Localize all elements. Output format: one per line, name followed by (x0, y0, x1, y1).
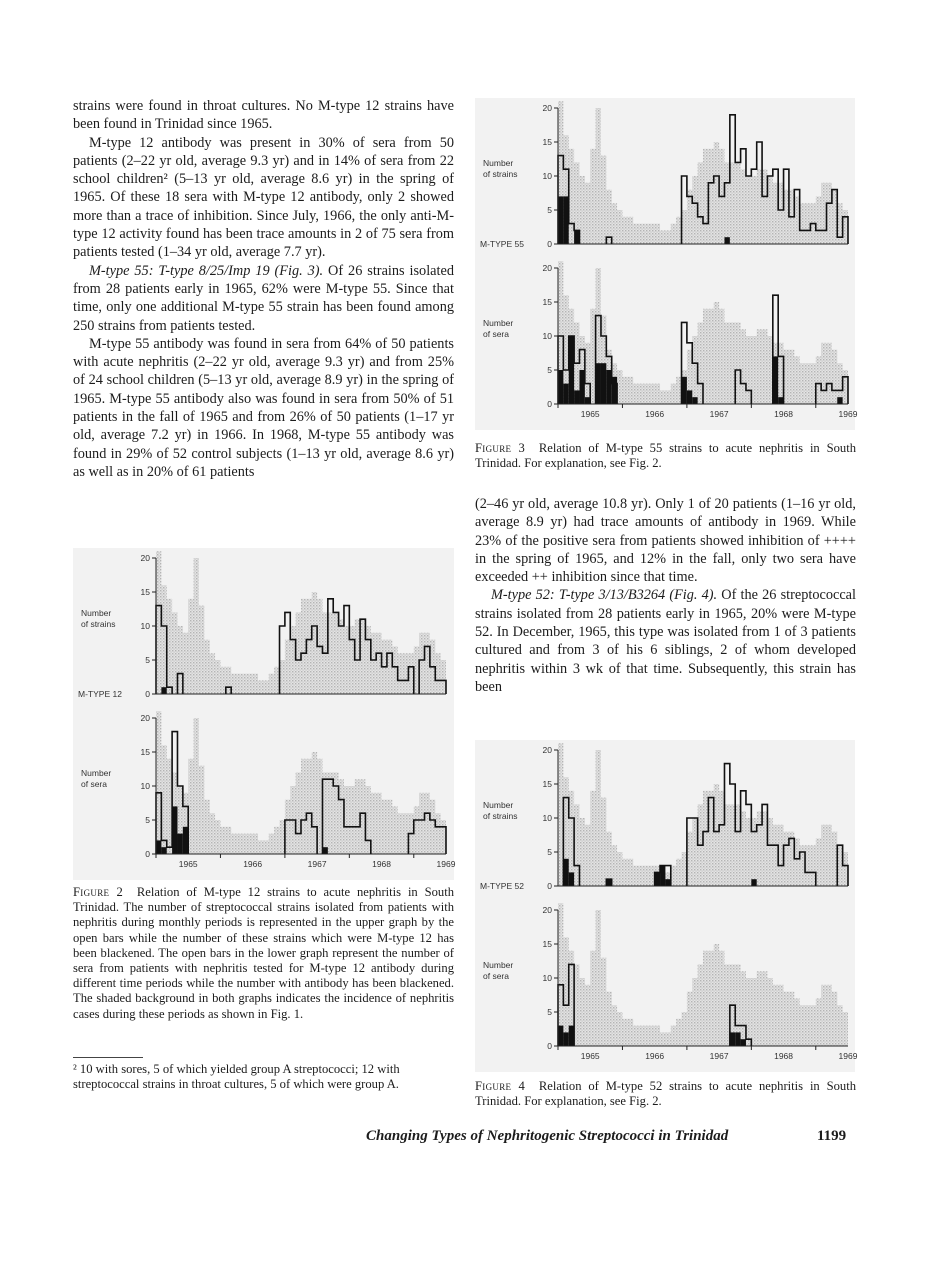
y-tick-label: 5 (547, 205, 552, 215)
type-label: M-TYPE 52 (480, 881, 524, 891)
x-tick-label: 1966 (645, 1051, 665, 1061)
blackened-bar (569, 872, 574, 886)
figure-4-chart (475, 740, 858, 1072)
running-head: Changing Types of Nephritogenic Streptococci in Trinidad (366, 1128, 729, 1144)
figure-3 (475, 98, 858, 430)
blackened-bar (563, 859, 568, 886)
x-tick-label: 1966 (645, 409, 665, 419)
figure-2-chart (73, 548, 454, 880)
blackened-bar (579, 370, 584, 404)
y-tick-label: 0 (547, 881, 552, 891)
figure-4 (475, 740, 858, 1072)
caption-text: Relation of M-type 12 strains to acute nephritis in South Trinidad. The number of streptococcal strains isolated from patients with nephritis during monthly periods is represented in the upper graph by the open bars while the number of these strains which were M-type 12 has been blackened. The open bars in the lower graph represent the number of sera from patients with nephritis tested for M-type 12 antibody during different time periods while the number with antibody has been blackened. The shaded background in both graphs indicates the incidence of nephritis cases during these periods as shown in Fig. 1. (73, 885, 454, 1021)
y-tick-label: 20 (542, 745, 552, 755)
y-tick-label: 15 (140, 587, 150, 597)
y-tick-label: 0 (547, 1041, 552, 1051)
blackened-bar (574, 390, 579, 404)
paragraph (475, 586, 856, 696)
paragraph (73, 262, 454, 335)
strains-panel (480, 743, 848, 891)
figure-label: Figure 3 (475, 441, 526, 455)
y-axis-label: Number (483, 960, 514, 970)
footnote-rule (73, 1057, 143, 1058)
y-axis-label: of sera (483, 971, 509, 981)
y-tick-label: 0 (145, 849, 150, 859)
y-tick-label: 10 (542, 973, 552, 983)
blackened-bar (161, 847, 166, 854)
blackened-bar (161, 687, 166, 694)
y-tick-label: 15 (542, 297, 552, 307)
figure-label: Figure 4 (475, 1079, 526, 1093)
strains-panel (78, 551, 446, 699)
blackened-bar (606, 879, 611, 886)
x-tick-label: 1968 (774, 1051, 794, 1061)
paragraph: M-type 12 antibody was present in 30% of sera from 50 patients (2–22 yr old, average 9.3 yr) and in 14% of sera from 22 school children² (5–13 yr old, average 8.6 yr) in the spring of 1965. Of these 18 sera with M-type 12 antibody, only 2 showed more than a trace of inhibition. Since July, 1966, the only anti-M-type 12 activity found has been trace amounts in 2 of 75 sera from patients tested (1–34 yr old, average 7.7 yr). (73, 134, 454, 261)
y-tick-label: 10 (542, 813, 552, 823)
blackened-bar (585, 397, 590, 404)
right-column-text (475, 495, 856, 696)
blackened-bar (724, 237, 729, 244)
paragraph-body: Of the 26 streptococcal strains isolated from 28 patients early in 1965, 20% were M-type 52. In December, 1965, this type was isolated from 1 of 3 patients cultured and from 3 of his 6 siblings, 2 of whom developed nephritis within 3 wk of that time. Subsequently, this strain has been (475, 587, 856, 695)
sera-panel (81, 711, 456, 869)
y-tick-label: 20 (140, 553, 150, 563)
blackened-bar (687, 390, 692, 404)
y-axis-label: of strains (483, 169, 518, 179)
blackened-bar (177, 834, 182, 854)
blackened-bar (183, 827, 188, 854)
page-number: 1199 (817, 1128, 847, 1144)
blackened-bar (601, 363, 606, 404)
blackened-bar (596, 363, 601, 404)
footnote: ² 10 with sores, 5 of which yielded group A streptococci; 12 with streptococcal strains in throat cultures, 5 of which were group A. (73, 1062, 400, 1092)
left-column-text (73, 97, 454, 481)
y-tick-label: 20 (542, 103, 552, 113)
x-tick-label: 1969 (838, 409, 858, 419)
blackened-bar (655, 872, 660, 886)
figure-2-caption (73, 885, 454, 1022)
y-axis-label: of strains (81, 619, 116, 629)
y-tick-label: 0 (145, 689, 150, 699)
blackened-bar (322, 847, 327, 854)
section-heading: M-type 52: T-type 3/13/B3264 (Fig. 4). (491, 587, 718, 604)
y-tick-label: 10 (140, 781, 150, 791)
strains-panel (480, 101, 848, 249)
blackened-bar (682, 377, 687, 404)
y-tick-label: 5 (547, 1007, 552, 1017)
y-tick-label: 5 (547, 365, 552, 375)
y-axis-label: of strains (483, 811, 518, 821)
x-tick-label: 1968 (774, 409, 794, 419)
blackened-bar (563, 196, 568, 244)
blackened-bar (172, 806, 177, 854)
sera-panel (483, 261, 858, 419)
y-tick-label: 15 (542, 779, 552, 789)
figure-3-chart (475, 98, 858, 430)
blackened-bar (558, 196, 563, 244)
y-tick-label: 10 (542, 171, 552, 181)
y-axis-label: Number (483, 800, 514, 810)
y-tick-label: 10 (542, 331, 552, 341)
figure-2 (73, 548, 454, 880)
blackened-bar (563, 384, 568, 404)
x-tick-label: 1965 (580, 1051, 600, 1061)
blackened-bar (773, 356, 778, 404)
blackened-bar (665, 879, 670, 886)
caption-text: Relation of M-type 55 strains to acute nephritis in South Trinidad. For explanation, see Fig. 2. (475, 441, 856, 471)
type-label: M-TYPE 55 (480, 239, 524, 249)
y-tick-label: 15 (542, 137, 552, 147)
y-tick-label: 15 (542, 939, 552, 949)
x-tick-label: 1969 (838, 1051, 858, 1061)
paragraph: (2–46 yr old, average 10.8 yr). Only 1 of 20 patients (1–16 yr old, average 8.9 yr) had trace amounts of antibody in 1969. While 23% of the positive sera from patients showed inhibition of ++++ in the spring of 1965, and 12% in the fall, only two sera have exceeded ++ inhibition since that time. (475, 496, 856, 586)
blackened-bar (156, 840, 161, 854)
blackened-bar (606, 370, 611, 404)
y-tick-label: 0 (547, 239, 552, 249)
paragraph-body: Of 26 strains isolated from 28 patients early in 1965, 62% were M-type 55. Since that time, only one additional M-type 55 strain has been found among 250 strains from patients tested. (73, 262, 454, 334)
x-tick-label: 1965 (178, 859, 198, 869)
blackened-bar (730, 1032, 735, 1046)
x-tick-label: 1969 (436, 859, 456, 869)
nephritis-shading (156, 551, 446, 694)
caption-text: Relation of M-type 52 strains to acute nephritis in South Trinidad. For explanation, see Fig. 2. (475, 1079, 856, 1109)
x-tick-label: 1967 (307, 859, 327, 869)
figure-4-caption (475, 1079, 856, 1109)
y-tick-label: 5 (145, 815, 150, 825)
blackened-bar (558, 370, 563, 404)
x-tick-label: 1966 (243, 859, 263, 869)
y-axis-label: of sera (81, 779, 107, 789)
blackened-bar (837, 397, 842, 404)
blackened-bar (563, 1032, 568, 1046)
y-tick-label: 20 (542, 905, 552, 915)
blackened-bar (569, 336, 574, 404)
type-label: M-TYPE 12 (78, 689, 122, 699)
y-tick-label: 0 (547, 399, 552, 409)
blackened-bar (735, 1032, 740, 1046)
section-heading: M-type 55: T-type 8/25/Imp 19 (Fig. 3). (89, 262, 324, 279)
y-axis-label: Number (81, 768, 112, 778)
y-axis-label: Number (81, 608, 112, 618)
x-tick-label: 1967 (709, 409, 729, 419)
sera-panel (483, 903, 858, 1061)
y-axis-label: Number (483, 318, 514, 328)
paragraph: M-type 55 antibody was found in sera from 64% of 50 patients with acute nephritis (2–22 yr old, average 9.3 yr) and from 25% of 24 school children (5–13 yr old, average 8.9 yr) in the spring of 1965. M-type 55 antibody also was found in sera from 50% of 51 patients in the fall of 1965 and from 26% of 50 patients (1–17 yr old, average 7.2 yr) in 1966. In 1968, M-type 55 antibody was found in 29% of 52 control subjects (1–13 yr old, average 8.6 yr) as well as in 20% of 61 patients (73, 335, 454, 480)
figure-label: Figure 2 (73, 885, 124, 899)
y-tick-label: 15 (140, 747, 150, 757)
y-tick-label: 5 (145, 655, 150, 665)
blackened-bar (660, 866, 665, 886)
y-tick-label: 20 (542, 263, 552, 273)
y-tick-label: 20 (140, 713, 150, 723)
blackened-bar (692, 397, 697, 404)
blackened-bar (558, 1026, 563, 1046)
blackened-bar (778, 397, 783, 404)
x-tick-label: 1965 (580, 409, 600, 419)
y-tick-label: 10 (140, 621, 150, 631)
blackened-bar (574, 230, 579, 244)
y-axis-label: of sera (483, 329, 509, 339)
nephritis-shading (558, 903, 848, 1046)
blackened-bar (741, 1039, 746, 1046)
y-tick-label: 5 (547, 847, 552, 857)
x-tick-label: 1967 (709, 1051, 729, 1061)
x-tick-label: 1968 (372, 859, 392, 869)
blackened-bar (612, 377, 617, 404)
blackened-bar (751, 879, 756, 886)
paragraph: strains were found in throat cultures. No M-type 12 strains have been found in Trinidad since 1965. (73, 98, 454, 133)
figure-3-caption (475, 441, 856, 471)
y-axis-label: Number (483, 158, 514, 168)
blackened-bar (569, 1026, 574, 1046)
